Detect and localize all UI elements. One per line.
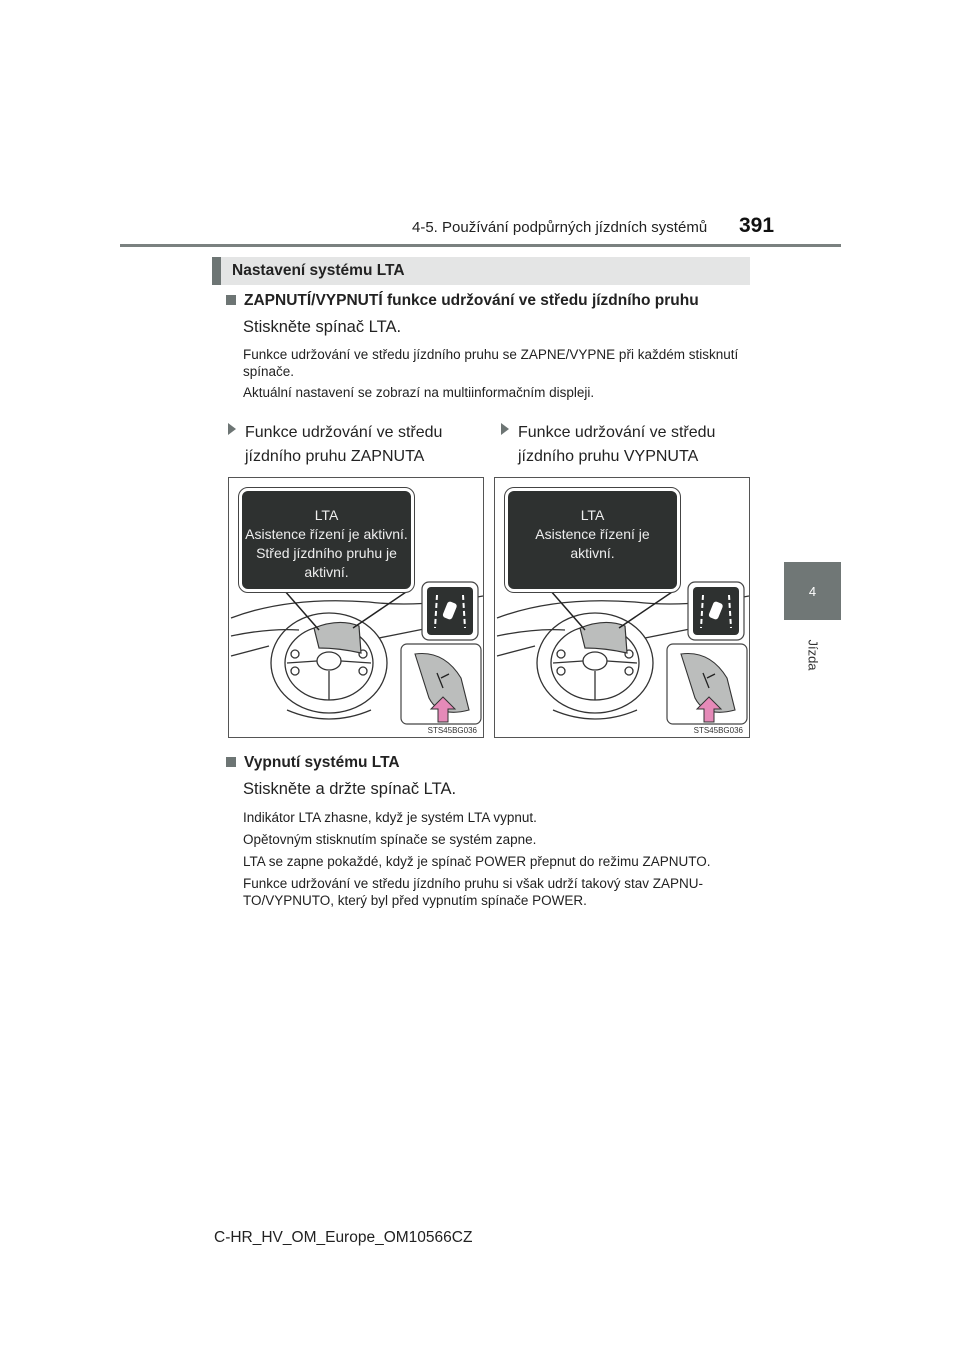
note-paragraph: Funkce udržování ve středu jízdního pruhu se ZAPNE/VYPNE při každém stisknutí spínače. [243,347,739,379]
note-paragraph: Indikátor LTA zhasne, když je systém LTA vypnut. [243,810,537,825]
header-section-title: 4-5. Používání podpůrných jízdních systémů [412,219,708,236]
triangle-arrow-icon [228,423,236,435]
chapter-tab [784,562,841,620]
bubble-title: LTA [314,507,339,523]
figure-code: STS45BG036 [693,726,743,735]
subheading-disable-text: Vypnutí systému LTA [244,754,400,771]
square-bullet-icon [226,295,236,305]
caption-line: Funkce udržování ve středu [245,424,443,441]
caption-line: jízdního pruhu VYPNUTA [518,448,699,465]
note-paragraph: Aktuální nastavení se zobrazí na multiinformačním displeji. [243,385,595,400]
bubble-title: LTA [580,507,605,523]
subheading-on-off-text: ZAPNUTÍ/VYPNUTÍ funkce udržování ve středu jízdního pruhu [244,292,699,309]
figure-caption-off [501,421,715,469]
lta-message-bubble [505,488,680,592]
instruction-step: Stiskněte a držte spínač LTA. [243,780,457,798]
figure-caption-on [228,421,442,469]
section-title-bar [212,257,750,285]
note-paragraph: LTA se zapne pokaždé, když je spínač POWER přepnut do režimu ZAPNUTO. [243,854,711,869]
figure-panel-off [494,477,750,738]
caption-line: jízdního pruhu ZAPNUTA [245,448,425,465]
section-title: Nastavení systému LTA [232,262,405,279]
caption-line: Funkce udržování ve středu [518,424,716,441]
triangle-arrow-icon [501,423,509,435]
bubble-message: Asistence řízení je aktivní. [535,526,650,561]
square-bullet-icon [226,757,236,767]
page-number: 391 [739,214,775,237]
chapter-number: 4 [808,583,817,599]
chapter-label-text: Jízda [805,639,821,671]
note-paragraph: Funkce udržování ve středu jízdního pruhu si však udrží takový stav ZAPNU-TO/VYPNUTO, který byl před vypnutím spínače POWER. [243,876,703,908]
document-id: C-HR_HV_OM_Europe_OM10566CZ [214,1229,473,1246]
note-paragraph: Opětovným stisknutím spínače se systém zapne. [243,832,537,847]
header-rule [120,244,841,247]
figure-code: STS45BG036 [427,726,477,735]
figure-panel-on [228,477,484,738]
instruction-step: Stiskněte spínač LTA. [243,318,402,336]
subheading-disable [226,754,400,772]
chapter-label [805,625,821,685]
lta-message-bubble [239,488,414,592]
bubble-message: Asistence řízení je aktivní. Střed jízdního pruhu je aktivní. [245,526,408,580]
subheading-on-off [226,292,699,310]
